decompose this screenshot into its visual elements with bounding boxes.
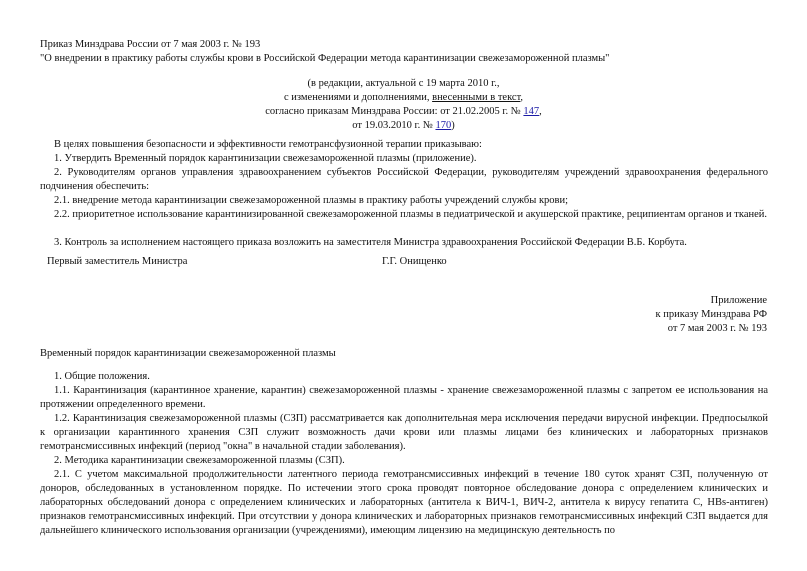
revision-line-4-prefix: от 19.03.2010 г. № [352, 120, 436, 131]
revision-line-2-suffix: , [520, 92, 523, 103]
order-170-link[interactable]: 170 [435, 120, 452, 131]
revision-line-4-suffix: ) [451, 120, 455, 131]
order-item-3: 3. Контроль за исполнением настоящего приказа возложить на заместителя Министра здравоохранения Российской Федерации В.Б. Корбута. [54, 237, 687, 248]
order-item-2-2: 2.2. приоритетное использование карантинизированной свежезамороженной плазмы в педиатрической и акушерской практике, реципиентам органов и тканей. [54, 209, 768, 220]
revision-line-3-suffix: , [539, 106, 542, 117]
order-147-link[interactable]: 147 [523, 106, 540, 117]
revision-line-3-prefix: согласно приказам Минздрава России: от 21.02.2005 г. № [265, 106, 524, 117]
signatory-name: Г.Г. Онищенко [382, 256, 447, 267]
section-1-heading: 1. Общие положения. [54, 371, 150, 382]
signatory-title: Первый заместитель Министра [47, 256, 188, 267]
revision-line-2-prefix: с изменениями и дополнениями, [283, 92, 433, 103]
order-intro: В целях повышения безопасности и эффективности гемотрансфузионной терапии приказываю: [54, 139, 482, 150]
section-1-1: 1.1. Карантинизация (карантинное хранение, карантин) свежезамороженной плазмы - хранение свежезамороженной плазмы с запретом ее использования на протяжении определенного времени. [40, 385, 768, 410]
section-2-1: 2.1. С учетом максимальной продолжительности латентного периода гемотрансмиссивных инфекций в течение 180 суток хранят СЗП, полученную от доноров, обследованных в установленном порядке. По истечении этого срока проводят повторное обследование донора с определением клинических и лабораторных обследований донора с определением клинических и лабораторных (антитела к ВИЧ-1, ВИЧ-2, антитела к вирусу гепатита С, HBs-антиген) признаков гемотрансмиссивных инфекций. При отсутствии у донора клинических и лабораторных признаков гемотрансмиссивных инфекций СЗП выдается для дальнейшего клинического использования организации (учреждениями), имеющим лицензию на медицинскую деятельность по [40, 469, 768, 536]
revision-line-1: (в редакции, актуальной с 19 марта 2010 г., [307, 78, 500, 89]
appendix-line-2: к приказу Минздрава РФ [655, 309, 767, 320]
order-subtitle: "О внедрении в практику работы службы крови в Российской Федерации метода карантинизации свежезамороженной плазмы" [40, 53, 610, 64]
section-1-2: 1.2. Карантинизация свежезамороженной плазмы (СЗП) рассматривается как дополнительная мера исключения передачи вирусной инфекции. Предпосылкой к организации карантинного хранения СЗП служит возможность дачи крови или плазмы лицами без клинических и лабораторных признаков гемотрансмиссивных инфекций (период "окна" в начальной стадии заболевания). [40, 413, 768, 452]
appendix-line-1: Приложение [710, 295, 767, 306]
revision-line-3 [0, 105, 807, 119]
order-item-2-1: 2.1. внедрение метода карантинизации свежезамороженной плазмы в практику работы учреждений службы крови; [54, 195, 569, 206]
revision-line-4 [0, 119, 807, 133]
procedure-title: Временный порядок карантинизации свежезамороженной плазмы [40, 348, 336, 359]
order-item-2: 2. Руководителям органов управления здравоохранением субъектов Российской Федерации, руководителям учреждений здравоохранения федерального подчинения обеспечить: [40, 167, 768, 192]
amendments-link[interactable]: внесенными в текст [432, 92, 521, 103]
appendix-line-3: от 7 мая 2003 г. № 193 [667, 323, 767, 334]
section-2-heading: 2. Методика карантинизации свежезамороженной плазмы (СЗП). [54, 455, 345, 466]
order-title: Приказ Минздрава России от 7 мая 2003 г. № 193 [40, 39, 261, 50]
order-item-1: 1. Утвердить Временный порядок карантинизации свежезамороженной плазмы (приложение). [54, 153, 477, 164]
revision-line-2 [0, 91, 807, 105]
